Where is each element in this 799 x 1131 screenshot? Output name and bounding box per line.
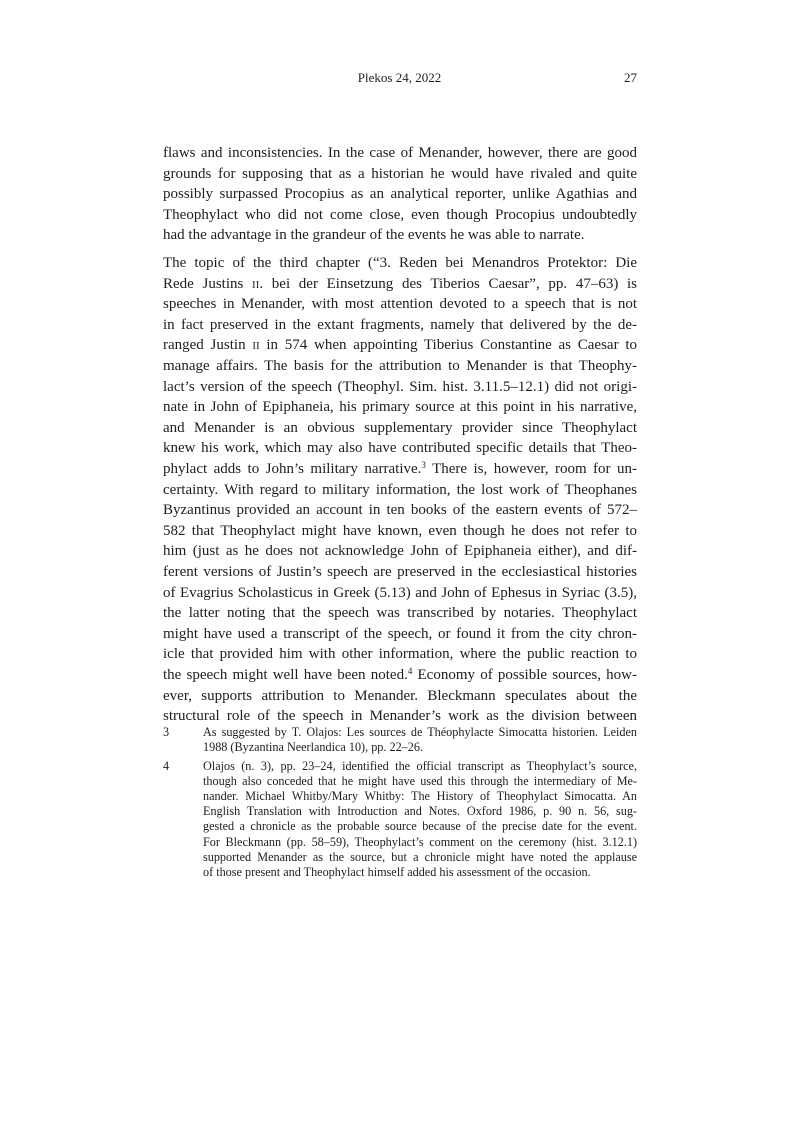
footnote-text-line: gested a chronicle as the probable source because of the precise date for the event. — [203, 819, 637, 834]
footnote-text-line: of those present and Theophylact himself added his assessment of the occasion. — [203, 864, 591, 879]
footnote-text-line: For Bleckmann (pp. 58–59), Theophylact’s comment on the ceremony (hist. 3.12.1) — [203, 834, 637, 849]
footnote-text-line: though also conceded that he might have used this through the intermediary of Me- — [203, 774, 637, 789]
body-text-line: grounds for supposing that as a historian he would have rivaled and quite — [163, 165, 637, 182]
body-text-line: had the advantage in the grandeur of the events he was able to narrate. — [163, 227, 585, 244]
footnote-text-line: 1988 (Byzantina Neerlandica 10), pp. 22–26. — [203, 740, 423, 755]
body-text-line: ferent versions of Justin’s speech are preserved in the ecclesiastical histories — [163, 564, 637, 580]
body-text-line: 582 that Theophylact might have known, even though he does not refer to — [163, 522, 637, 539]
body-text-line: Byzantinus provided an account in ten books of the eastern events of 572– — [163, 502, 637, 519]
text-segment: . bei der Einsetzung des Tiberios Caesar”, pp. 47–63) is — [259, 275, 638, 292]
footnote-text-line: As suggested by T. Olajos: Les sources de Théophylacte Simocatta historien. Leiden — [203, 725, 637, 739]
footnote-number: 4 — [163, 759, 170, 773]
text-segment: in 574 when appointing Tiberius Constantine as Caesar to — [259, 337, 637, 354]
body-text-line: the latter noting that the speech was transcribed by notaries. Theophylact — [163, 605, 637, 622]
page-number: 27 — [624, 70, 637, 85]
body-text-line: The topic of the third chapter (“3. Reden bei Menandros Protektor: Die — [163, 255, 637, 271]
text-segment: ranged Justin — [163, 337, 253, 354]
body-text-line — [163, 459, 637, 479]
body-text-line: manage affairs. The basis for the attribution to Menander is that Theophy- — [163, 358, 637, 374]
body-text-line — [163, 335, 637, 355]
body-text-line: and Menander is an obvious supplementary provider since Theophylact — [163, 419, 637, 436]
text-segment: Rede Justins — [163, 275, 253, 292]
body-text-line: ever, supports attribution to Menander. Bleckmann speculates about the — [163, 687, 637, 704]
footnote-text-line: Olajos (n. 3), pp. 23–24, identified the official transcript as Theophylact’s source, — [203, 759, 637, 773]
text-segment: There is, however, room for un- — [425, 461, 637, 477]
small-caps-numeral: ii — [252, 337, 260, 354]
body-text-line: nate in John of Epiphaneia, his primary source at this point in his narrative, — [163, 399, 637, 416]
footnote-number: 3 — [163, 725, 170, 739]
footnote-reference: 3 — [421, 460, 426, 471]
body-text-line: speeches in Menander, with most attention devoted to a speech that is not — [163, 296, 637, 313]
body-text-line: him (just as he does not acknowledge John of Epiphaneia either), and dif- — [163, 543, 637, 560]
body-text-line: structural role of the speech in Menander’s work as the division between — [163, 708, 637, 725]
body-text-line: knew his work, which may also have contributed specific details that Theo- — [163, 440, 637, 457]
text-segment: the speech might well have been noted. — [163, 667, 408, 683]
body-text-line: of Evagrius Scholasticus in Greek (5.13) and John of Ephesus in Syriac (3.5), — [163, 584, 637, 601]
body-text-line: possibly surpassed Procopius as an analytical reporter, unlike Agathias and — [163, 186, 637, 203]
running-title: Plekos 24, 2022 — [357, 70, 442, 85]
text-segment: Economy of possible sources, how- — [412, 667, 638, 683]
body-text-line: might have used a transcript of the speech, or found it from the city chron- — [163, 625, 637, 642]
footnote-reference: 4 — [407, 666, 413, 677]
body-text-line: lact’s version of the speech (Theophyl. Sim. hist. 3.11.5–12.1) did not origi- — [163, 378, 637, 395]
footnote-text-line: nander. Michael Whitby/Mary Whitby: The History of Theophylact Simocatta. An — [203, 789, 637, 804]
body-text-line: flaws and inconsistencies. In the case of Menander, however, there are good — [163, 145, 637, 161]
body-text-line — [163, 274, 637, 294]
body-text-line: Theophylact who did not come close, even though Procopius undoubtedly — [163, 206, 637, 223]
footnote-text-line: English Translation with Introduction and Notes. Oxford 1986, p. 90 n. 56, sug- — [203, 804, 637, 819]
small-caps-numeral: ii — [252, 275, 260, 292]
body-text-line — [163, 665, 637, 685]
body-text-line: certainty. With regard to military information, the lost work of Theophanes — [163, 481, 637, 498]
body-text-line: icle that provided him with other information, where the public reaction to — [163, 646, 637, 663]
body-text-line: in fact preserved in the extant fragments, namely that delivered by the de- — [163, 316, 637, 333]
text-segment: phylact adds to John’s military narrative. — [163, 461, 422, 477]
footnote-text-line: supported Menander as the source, but a chronicle might have noted the applause — [203, 849, 637, 864]
